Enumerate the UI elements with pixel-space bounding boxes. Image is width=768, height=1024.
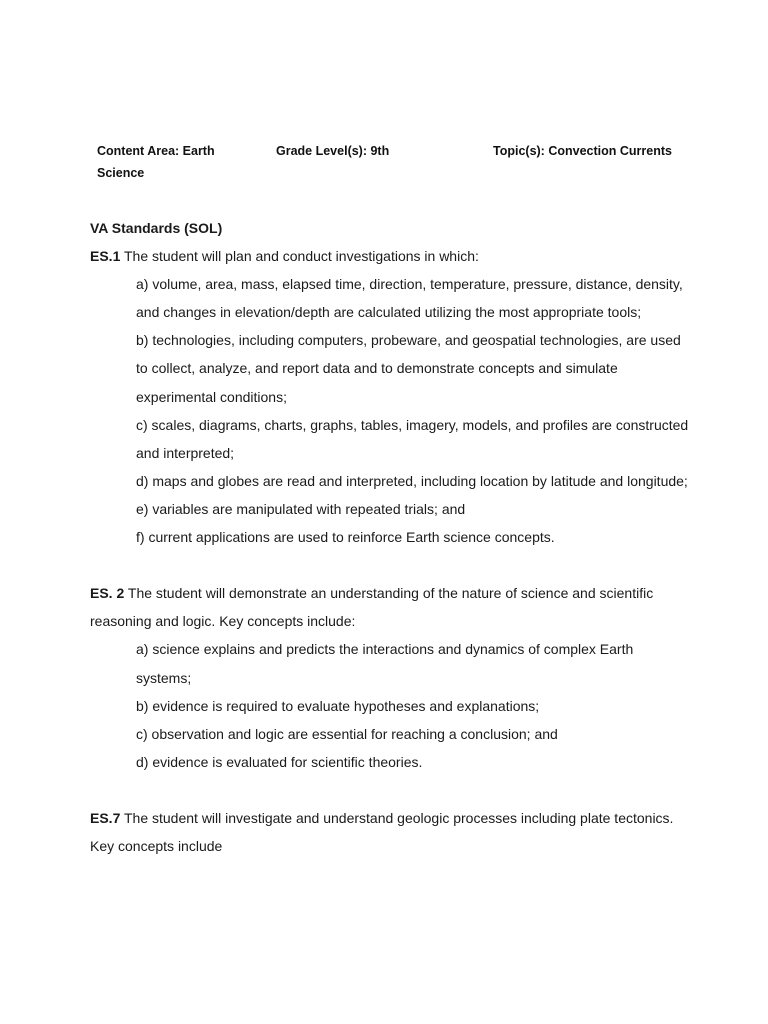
list-item: c) scales, diagrams, charts, graphs, tables, imagery, models, and profiles are constructed and interpreted; — [136, 416, 689, 461]
list-item: b) evidence is required to evaluate hypotheses and explanations; — [136, 697, 540, 714]
paragraph-gap — [90, 776, 690, 804]
list-item: c) observation and logic are essential for reaching a conclusion; and — [136, 725, 558, 742]
list-item: e) variables are manipulated with repeated trials; and — [136, 500, 466, 517]
list-item: d) evidence is evaluated for scientific theories. — [136, 753, 423, 770]
sol-title: VA Standards (SOL) — [90, 220, 223, 236]
standard-es7 — [90, 804, 690, 860]
grade-level-label: Grade Level(s): 9th — [276, 144, 390, 158]
list-item: a) volume, area, mass, elapsed time, direction, temperature, pressure, distance, density, and changes in elevation/depth are calculated utilizing the most appropriate tools; — [136, 276, 683, 321]
standard-text: The student will plan and conduct investigations in which: — [120, 248, 479, 265]
topic-label: Topic(s): Convection Currents — [493, 144, 672, 158]
standard-code: ES. 2 — [90, 585, 125, 602]
standard-code: ES.7 — [90, 809, 121, 826]
standard-es1 — [90, 242, 690, 270]
standard-code: ES.1 — [90, 248, 121, 265]
paragraph-gap — [90, 551, 690, 579]
list-item: d) maps and globes are read and interpreted, including location by latitude and longitude; — [136, 472, 688, 489]
standard-es2 — [90, 579, 690, 635]
list-item: f) current applications are used to reinforce Earth science concepts. — [136, 529, 555, 546]
list-item: b) technologies, including computers, probeware, and geospatial technologies, are used to collect, analyze, and report data and to demonstrate concepts and simulate experimental conditions; — [136, 332, 681, 405]
standard-text: The student will demonstrate an understanding of the nature of science and scientific reasoning and logic. Key concepts include: — [90, 585, 654, 630]
standard-text: The student will investigate and understand geologic processes including plate tectonics. Key concepts include — [90, 809, 674, 855]
standards-body — [90, 214, 690, 860]
content-area-label: Content Area: Earth Science — [97, 144, 215, 180]
list-item: a) science explains and predicts the interactions and dynamics of complex Earth systems; — [136, 641, 634, 686]
